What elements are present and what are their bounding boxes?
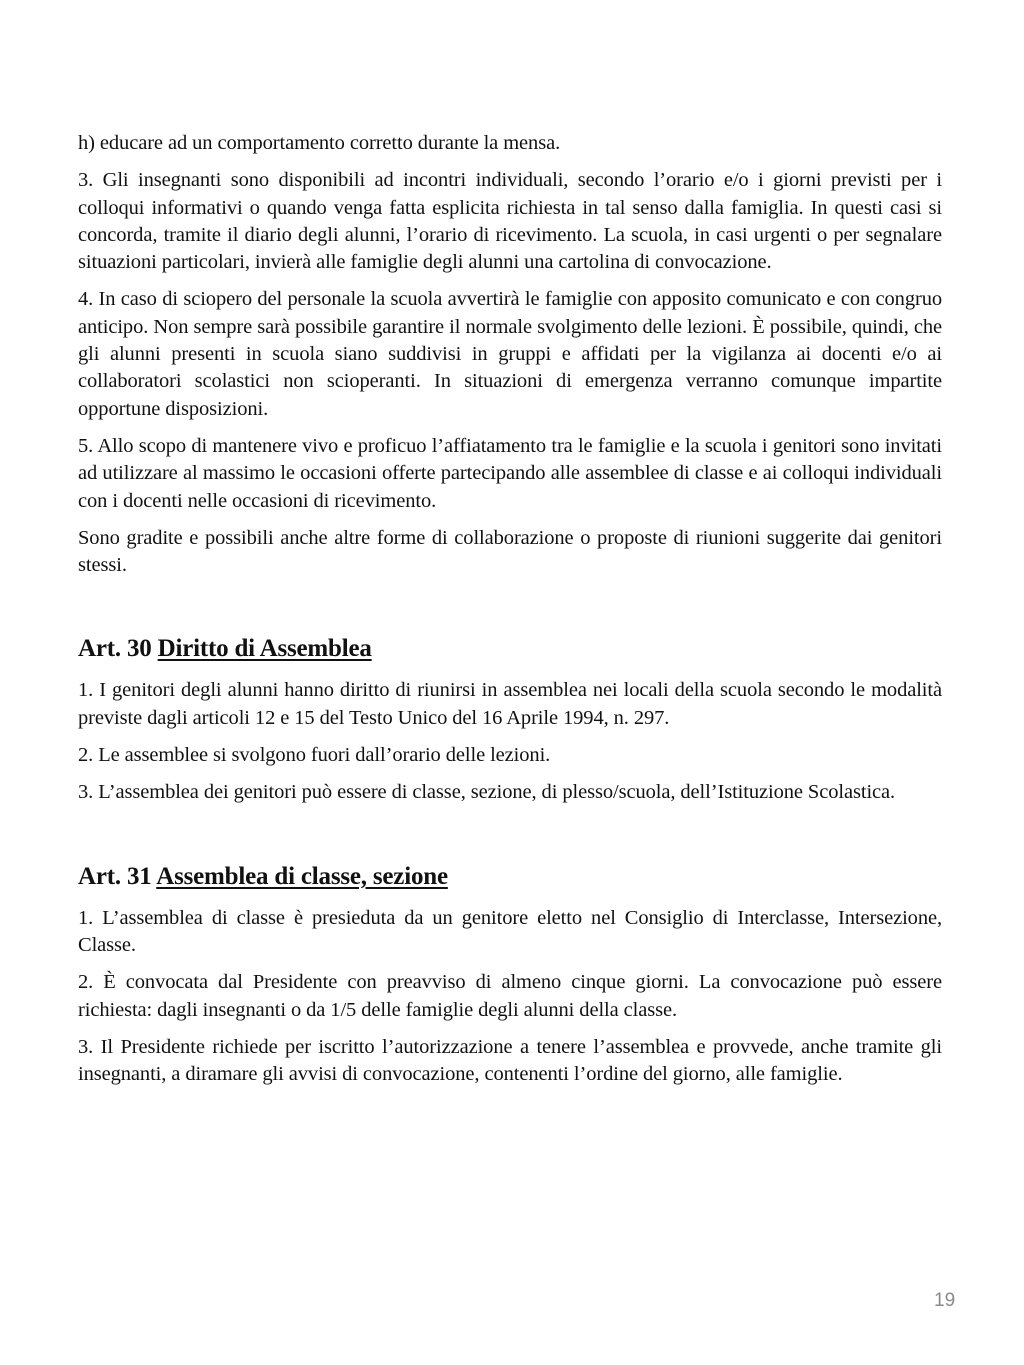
article-31-paragraph-3: 3. Il Presidente richiede per iscritto l’autorizzazione a tenere l’assemblea e provvede, anche tramite gli insegnanti, a diramare gli avvisi di convocazione, contenenti l’ordine del giorno, alle famiglie. <box>78 1035 942 1086</box>
paragraph-collaborazione: Sono gradite e possibili anche altre forme di collaborazione o proposte di riunioni suggerite dai genitori stessi. <box>78 526 942 577</box>
article-31-paragraph-2: 2. È convocata dal Presidente con preavviso di almeno cinque giorni. La convocazione può essere richiesta: dagli insegnanti o da 1/5 delle famiglie degli alunni della classe. <box>78 971 942 1021</box>
article-30 <box>78 633 942 806</box>
article-30-title: Diritto di Assemblea <box>157 635 372 663</box>
section-spacer <box>78 817 942 861</box>
article-30-paragraph-3: 3. L’assemblea dei genitori può essere di classe, sezione, di plesso/scuola, dell’Istituzione Scolastica. <box>78 781 896 804</box>
paragraph-3-incontri-individuali: 3. Gli insegnanti sono disponibili ad incontri individuali, secondo l’orario e/o i giorni previsti per i colloqui informativi o quando venga fatta esplicita richiesta in tal senso dalla famiglia. In questi casi si concorda, tramite il diario degli alunni, l’orario di ricevimento. La scuola, in casi urgenti o per segnalare situazioni particolari, invierà alle famiglie degli alunni una cartolina di convocazione. <box>78 169 942 274</box>
article-31-paragraph-1: 1. L’assemblea di classe è presieduta da un genitore eletto nel Consiglio di Interclasse, Intersezione, Classe. <box>78 906 942 956</box>
page-number: 19 <box>934 1290 956 1311</box>
article-30-paragraph-1: 1. I genitori degli alunni hanno diritto di riunirsi in assemblea nei locali della scuola secondo le modalità previste dagli articoli 12 e 15 del Testo Unico del 16 Aprile 1994, n. 297. <box>78 679 942 729</box>
section-spacer <box>78 589 942 633</box>
article-31-heading <box>78 861 942 893</box>
article-31-number: Art. 31 <box>78 862 152 890</box>
paragraph-4-sciopero: 4. In caso di sciopero del personale la scuola avvertirà le famiglie con apposito comunicato e con congruo anticipo. Non sempre sarà possibile garantire il normale svolgimento delle lezioni. È possibile, quindi, che gli alunni presenti in scuola siano suddivisi in gruppi e affidati per la vigilanza ai docenti e/o ai collaboratori scolastici non scioperanti. In situazioni di emergenza verranno comunque impartite opportune disposizioni. <box>78 288 942 420</box>
paragraph-5-affiatamento: 5. Allo scopo di mantenere vivo e proficuo l’affiatamento tra le famiglie e la scuola i genitori sono invitati ad utilizzare al massimo le occasioni offerte partecipando alle assemblee di classe e ai colloqui individuali con i docenti nelle occasioni di ricevimento. <box>78 434 942 512</box>
article-31-title: Assemblea di classe, sezione <box>156 862 448 890</box>
paragraph-h-mensa: h) educare ad un comportamento corretto durante la mensa. <box>78 132 561 154</box>
article-30-paragraph-2: 2. Le assemblee si svolgono fuori dall’orario delle lezioni. <box>78 744 551 767</box>
article-31 <box>78 861 942 1089</box>
article-30-number: Art. 30 <box>78 635 152 663</box>
document-page <box>78 130 942 1098</box>
article-30-heading <box>78 633 942 665</box>
